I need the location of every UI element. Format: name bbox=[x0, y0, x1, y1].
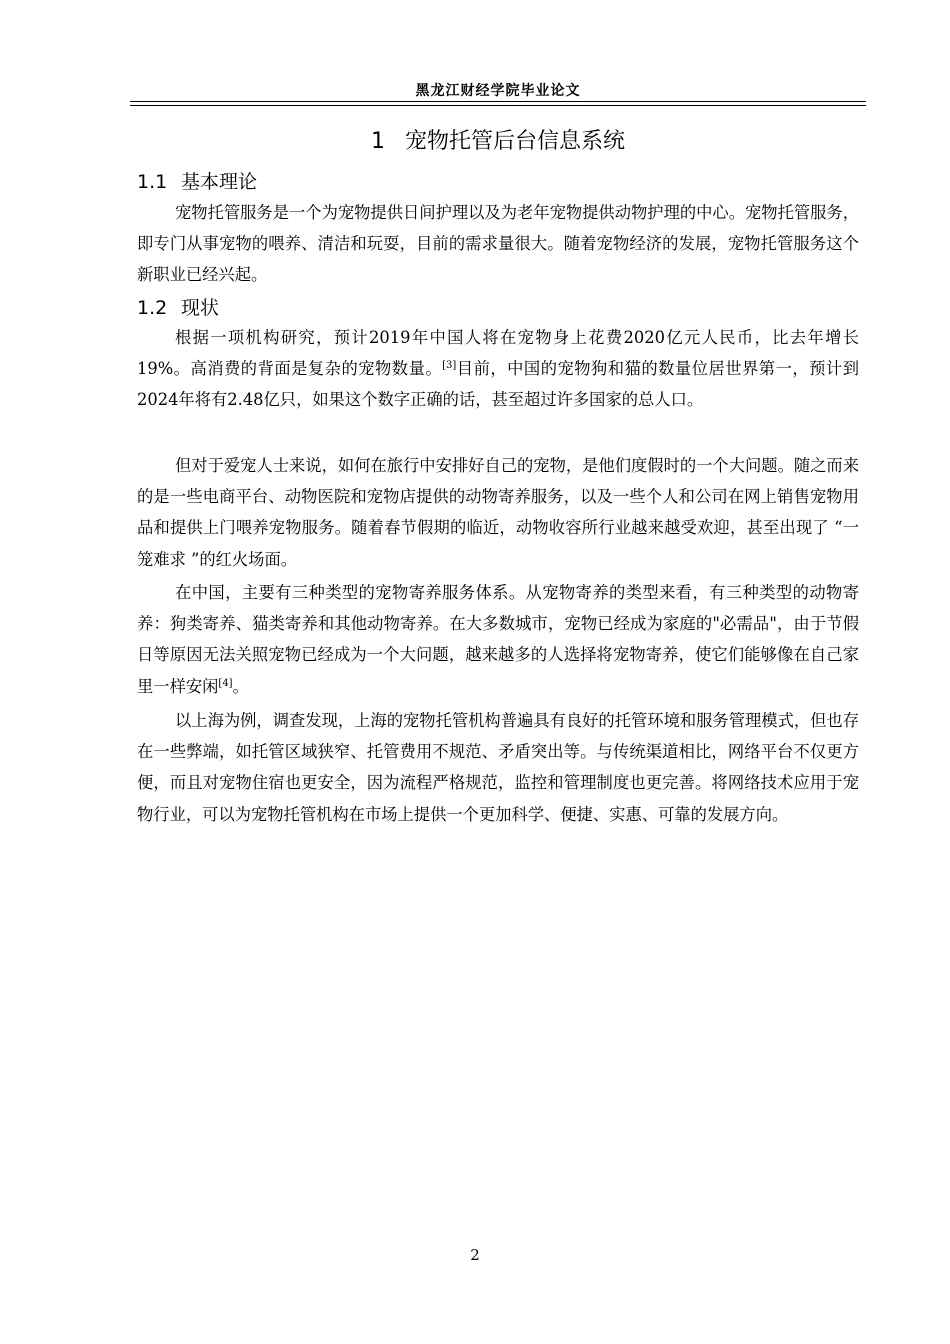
citation-ref: [3] bbox=[442, 360, 457, 372]
paragraph-status-4: 以上海为例，调查发现，上海的宠物托管机构普遍具有良好的托管环境和服务管理模式，但也存在一些弊端，如托管区域狭窄、托管费用不规范、矛盾突出等。与传统渠道相比，网络平台不仅更方便，而且对宠物住宿也更安全，因为流程严格规范，监控和管理制度也更完善。将网络技术应用于宠物行业，可以为宠物托管机构在市场上提供一个更加科学、便捷、实惠、可靠的发展方向。 bbox=[137, 711, 859, 824]
chapter-title: 宠物托管后台信息系统 bbox=[404, 129, 625, 154]
running-header: 黑龙江财经学院毕业论文 bbox=[415, 83, 581, 99]
paragraph-text: 根据一项机构研究，预计2019年中国人将在宠物身上花费2020亿元人民币，比去年增长19%。高消费的背面是复杂的宠物数量。 bbox=[137, 328, 859, 379]
section-title: 基本理论 bbox=[181, 171, 258, 193]
page-number: 2 bbox=[470, 1246, 480, 1264]
paragraph-status-3 bbox=[137, 577, 859, 702]
citation-ref: [4] bbox=[218, 677, 233, 689]
chapter-heading bbox=[130, 124, 866, 155]
section-title: 现状 bbox=[181, 297, 220, 319]
paragraph-text: 目前，中国的宠物狗和猫的数量位居世界第一，预计到2024年将有2.48亿只，如果这个数字正确的话，甚至超过许多国家的总人口。 bbox=[137, 359, 859, 410]
paragraph-status-1 bbox=[137, 322, 859, 416]
header-rule-thin bbox=[130, 105, 866, 106]
header-rule-thick bbox=[130, 101, 866, 102]
chapter-number: 1 bbox=[370, 129, 385, 154]
paragraph-text: 在中国，主要有三种类型的宠物寄养服务体系。从宠物寄养的类型来看，有三种类型的动物寄养：狗类寄养、猫类寄养和其他动物寄养。在大多数城市，宠物已经成为家庭的"必需品"，由于节假日等原因无法关照宠物已经成为一个大问题，越来越多的人选择将宠物寄养，使它们能够像在自己家里一样安闲 bbox=[137, 583, 859, 696]
section-number: 1.1 bbox=[137, 171, 168, 193]
paragraph-text: 。 bbox=[232, 676, 249, 696]
section-number: 1.2 bbox=[137, 297, 168, 319]
section-heading-1-1 bbox=[137, 167, 257, 194]
paragraph-basic-theory: 宠物托管服务是一个为宠物提供日间护理以及为老年宠物提供动物护理的中心。宠物托管服务，即专门从事宠物的喂养、清洁和玩耍，目前的需求量很大。随着宠物经济的发展，宠物托管服务这个新职业已经兴起。 bbox=[137, 203, 859, 285]
paragraph-status-2: 但对于爱宠人士来说，如何在旅行中安排好自己的宠物，是他们度假时的一个大问题。随之而来的是一些电商平台、动物医院和宠物店提供的动物寄养服务，以及一些个人和公司在网上销售宠物用品和提供上门喂养宠物服务。随着春节假期的临近，动物收容所行业越来越受欢迎，甚至出现了 “一笼难求 ”的红火场面。 bbox=[137, 456, 859, 569]
section-heading-1-2 bbox=[137, 293, 219, 320]
